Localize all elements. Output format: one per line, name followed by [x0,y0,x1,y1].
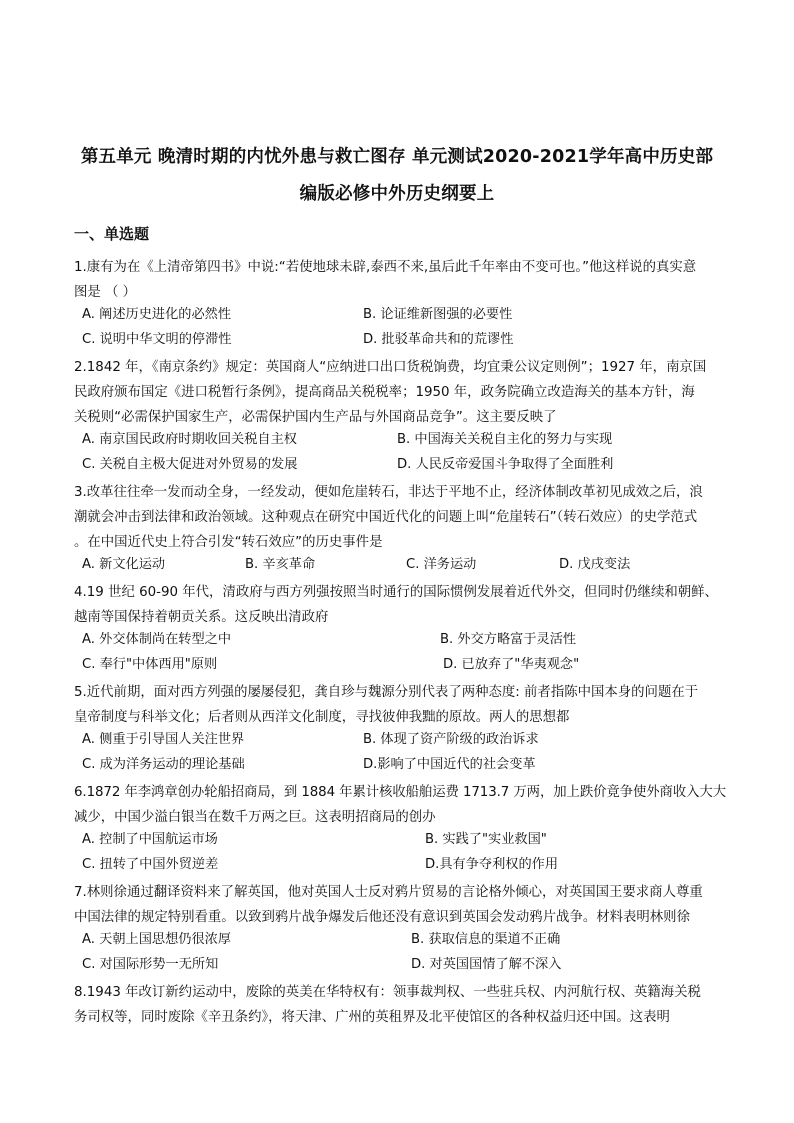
question-2-option-d[interactable]: D. 人民反帝爱国斗争取得了全面胜利 [397,457,614,472]
question-1-option-c[interactable]: C. 说明中华文明的停滞性 [82,332,232,347]
document-title-line-1: 第五单元 晚清时期的内忧外患与救亡图存 单元测试2020-2021学年高中历史部 [80,147,714,167]
question-4-option-b[interactable]: B. 外交方略富于灵活性 [440,632,577,647]
question-line: 皇帝制度与科举文化；后者则从西洋文化制度，寻找彼伸我黜的原故。两人的思想都 [74,710,570,725]
question-line: 越南等国保持着朝贡关系。这反映出清政府 [74,610,329,625]
question-7-option-b[interactable]: B. 获取信息的渠道不正确 [411,932,561,947]
question-5-option-c[interactable]: C. 成为洋务运动的理论基础 [82,757,245,772]
question-line: 7.林则徐通过翻译资料来了解英国，他对英国人士反对鸦片贸易的言论格外倾心，对英国国王要求商人尊重 [74,885,703,900]
question-1-stem [74,255,726,305]
question-line: 2.1842 年，《南京条约》规定：英国商人“应纳进口出口货税饷费，均宜秉公议定则例”；1927 年，南京国 [74,360,707,375]
question-line: 图是 （ ） [74,285,137,300]
question-3-option-c[interactable]: C. 洋务运动 [406,557,477,572]
question-line: 减少，中国少溢白银当在数千万两之巨。这表明招商局的创办 [74,810,436,825]
question-7-option-a[interactable]: A. 天朝上国思想仍很浓厚 [82,932,232,947]
question-3-option-b[interactable]: B. 辛亥革命 [245,557,316,572]
question-line: 中国法律的规定特别看重。以致到鸦片战争爆发后他还没有意识到英国会发动鸦片战争。材料表明林则徐 [74,910,690,925]
question-3-stem [74,480,726,555]
question-3-option-a[interactable]: A. 新文化运动 [82,557,166,572]
question-4-stem [74,580,726,630]
question-line: 务司权等，同时废除《辛丑条约》，将天津、广州的英租界及北平使馆区的各种权益归还中国。这表明 [74,1010,670,1025]
question-4-option-d[interactable]: D. 已放弃了"华夷观念" [443,657,580,672]
question-6-option-c[interactable]: C. 扭转了中国外贸逆差 [82,857,219,872]
question-2-option-c[interactable]: C. 关税自主极大促进对外贸易的发展 [82,457,298,472]
question-line: 8.1943 年改订新约运动中，废除的英美在华特权有：领事裁判权、一些驻兵权、内河航行权、英籍海关税 [74,985,701,1000]
question-line: 5.近代前期，面对西方列强的屡屡侵犯，龚自珍与魏源分别代表了两种态度: 前者指陈中国本身的问题在于 [74,685,699,700]
question-2-option-b[interactable]: B. 中国海关关税自主化的努力与实现 [397,432,613,447]
question-line: 民政府颁布国定《进口税暂行条例》，提高商品关税税率；1950 年，政务院确立改造海关的基本方针，海 [74,385,695,400]
question-line: 潮就会冲击到法律和政治领域。这种观点在研究中国近代化的问题上叫“危崖转石”（转石效应）的史学范式 [74,510,698,525]
question-1-option-b[interactable]: B. 论证维新图强的必要性 [363,307,513,322]
question-line: 4.19 世纪 60-90 年代，清政府与西方列强按照当时通行的国际惯例发展着近代外交，但同时仍继续和朝鲜、 [74,585,718,600]
question-line: 。在中国近代史上符合引发“转石效应”的历史事件是 [74,535,383,550]
document-title-line-2: 编版必修中外历史纲要上 [299,184,495,204]
question-6-option-b[interactable]: B. 实践了"实业救国" [425,832,547,847]
question-line: 关税则“必需保护国家生产，必需保护国内生产品与外国商品竞争”。这主要反映了 [74,410,557,425]
section-heading: 一、单选题 [74,225,150,243]
question-1-option-a[interactable]: A. 阐述历史进化的必然性 [82,307,232,322]
question-line: 1.康有为在《上清帝第四书》中说:“若使地球未辟,泰西不来,虽后此千年率由不变可也。”他这样说的真实意 [74,260,697,275]
question-2-stem [74,355,726,430]
question-6-option-a[interactable]: A. 控制了中国航运市场 [82,832,218,847]
question-line: 6.1872 年李鸿章创办轮船招商局，到 1884 年累计核收船舶运费 1713.7 万两，加上跌价竟争使外商收入大大 [74,785,727,800]
question-2-option-a[interactable]: A. 南京国民政府时期收回关税自主权 [82,432,297,447]
question-5-stem [74,680,726,730]
question-5-option-d[interactable]: D.影响了中国近代的社会变革 [363,757,536,772]
question-8-stem [74,980,726,1030]
question-4-option-c[interactable]: C. 奉行"中体西用"原则 [82,657,218,672]
question-7-stem [74,880,726,930]
question-5-option-b[interactable]: B. 体现了资产阶级的政治诉求 [363,732,539,747]
question-line: 3.改革往往牵一发而动全身，一经发动，便如危崖转石，非达于平地不止，经济体制改革初见成效之后，浪 [74,485,703,500]
question-5-option-a[interactable]: A. 侧重于引导国人关注世界 [82,732,245,747]
question-1-option-d[interactable]: D. 批驳革命共和的荒谬性 [363,332,514,347]
question-7-option-c[interactable]: C. 对国际形势一无所知 [82,957,219,972]
question-7-option-d[interactable]: D. 对英国国情了解不深入 [411,957,562,972]
question-3-option-d[interactable]: D. 戊戌变法 [559,557,631,572]
question-6-option-d[interactable]: D.具有争夺利权的作用 [425,857,559,872]
question-4-option-a[interactable]: A. 外交体制尚在转型之中 [82,632,232,647]
question-6-stem [74,780,726,830]
